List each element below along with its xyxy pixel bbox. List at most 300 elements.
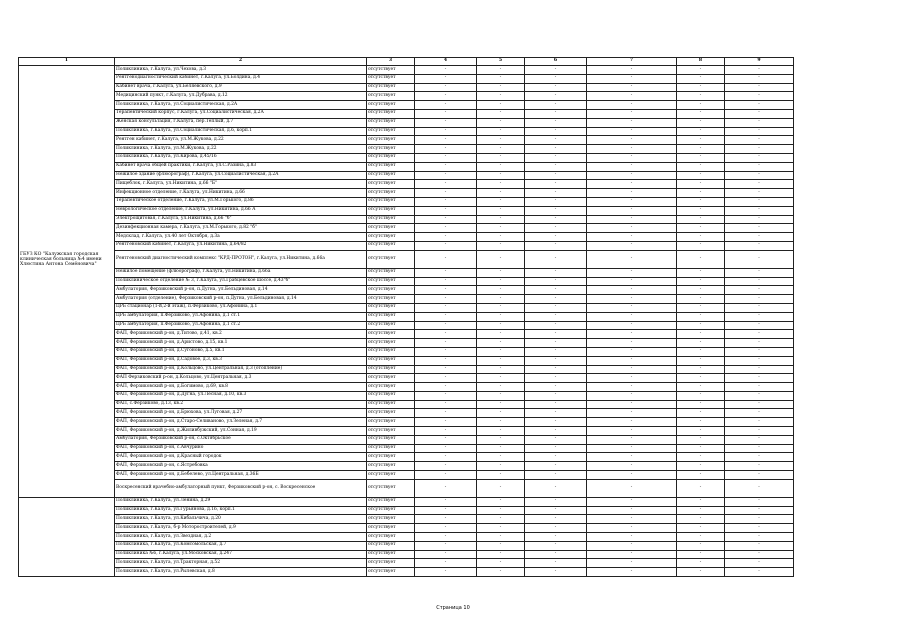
dash-cell: - xyxy=(677,180,725,189)
dash-cell: - xyxy=(587,479,677,497)
dash-cell: - xyxy=(725,383,794,392)
dash-cell: - xyxy=(725,400,794,409)
dash-cell: - xyxy=(725,321,794,330)
dash-cell: - xyxy=(477,479,525,497)
dash-cell: - xyxy=(415,101,477,110)
dash-cell: - xyxy=(725,268,794,277)
facility-name: ФАП, Ферзиковский р-он, д.Жиливбужский, ул.Сонная, д.19 xyxy=(115,427,367,436)
org-cell xyxy=(19,197,115,206)
dash-cell: - xyxy=(677,524,725,533)
dash-cell: - xyxy=(587,197,677,206)
org-cell xyxy=(19,66,115,75)
dash-cell: - xyxy=(477,568,525,577)
dash-cell: - xyxy=(725,444,794,453)
table-row xyxy=(19,374,794,383)
org-cell xyxy=(19,524,115,533)
dash-cell: - xyxy=(587,339,677,348)
dash-cell: - xyxy=(587,206,677,215)
status-cell: отсутствует xyxy=(367,145,415,154)
dash-cell: - xyxy=(525,435,587,444)
dash-cell: - xyxy=(477,233,525,242)
dash-cell: - xyxy=(525,471,587,480)
column-header: 1 xyxy=(19,58,115,66)
status-cell: отсутствует xyxy=(367,409,415,418)
table-row xyxy=(19,471,794,480)
dash-cell: - xyxy=(525,356,587,365)
dash-cell: - xyxy=(725,550,794,559)
dash-cell: - xyxy=(725,189,794,198)
org-cell xyxy=(19,321,115,330)
dash-cell: - xyxy=(725,409,794,418)
status-cell: отсутствует xyxy=(367,339,415,348)
facility-name: Нежилое помещение (флюорограф), г.Калуга, ул.Никитина, д.66а xyxy=(115,268,367,277)
dash-cell: - xyxy=(415,197,477,206)
dash-cell: - xyxy=(677,303,725,312)
dash-cell: - xyxy=(415,453,477,462)
dash-cell: - xyxy=(725,524,794,533)
dash-cell: - xyxy=(677,83,725,92)
dash-cell: - xyxy=(477,109,525,118)
org-cell xyxy=(19,339,115,348)
dash-cell: - xyxy=(525,330,587,339)
dash-cell: - xyxy=(415,356,477,365)
facility-name: Амбулатория, Ферзиковский р-он, п.Дугна, ул.Бельдиновая, д.14 xyxy=(115,286,367,295)
status-cell: отсутствует xyxy=(367,286,415,295)
dash-cell: - xyxy=(725,286,794,295)
table-row xyxy=(19,180,794,189)
dash-cell: - xyxy=(587,409,677,418)
dash-cell: - xyxy=(525,162,587,171)
org-cell xyxy=(19,550,115,559)
dash-cell: - xyxy=(525,479,587,497)
dash-cell: - xyxy=(415,136,477,145)
page-number: Страница 10 xyxy=(436,605,470,611)
dash-cell: - xyxy=(587,427,677,436)
table-row xyxy=(19,109,794,118)
dash-cell: - xyxy=(725,153,794,162)
dash-cell: - xyxy=(677,153,725,162)
dash-cell: - xyxy=(477,374,525,383)
table-row xyxy=(19,268,794,277)
dash-cell: - xyxy=(415,286,477,295)
dash-cell: - xyxy=(725,250,794,268)
status-cell: отсутствует xyxy=(367,127,415,136)
facility-name: ФАП Ферзиковский р-он, д.Кольцово, ул.Центральная, д.3 xyxy=(115,374,367,383)
dash-cell: - xyxy=(587,277,677,286)
dash-cell: - xyxy=(415,153,477,162)
dash-cell: - xyxy=(677,101,725,110)
status-cell: отсутствует xyxy=(367,524,415,533)
org-cell xyxy=(19,145,115,154)
table-row xyxy=(19,506,794,515)
status-cell: отсутствует xyxy=(367,171,415,180)
status-cell: отсутствует xyxy=(367,427,415,436)
dash-cell: - xyxy=(587,471,677,480)
status-cell: отсутствует xyxy=(367,391,415,400)
dash-cell: - xyxy=(415,127,477,136)
dash-cell: - xyxy=(477,524,525,533)
table-row xyxy=(19,162,794,171)
org-cell xyxy=(19,215,115,224)
org-cell xyxy=(19,559,115,568)
dash-cell: - xyxy=(477,391,525,400)
dash-cell: - xyxy=(677,400,725,409)
dash-cell: - xyxy=(587,145,677,154)
org-cell xyxy=(19,312,115,321)
dash-cell: - xyxy=(725,303,794,312)
dash-cell: - xyxy=(415,506,477,515)
dash-cell: - xyxy=(477,356,525,365)
facility-name: ФАП, Ферзиковский р-он, с.Ястребовка xyxy=(115,462,367,471)
org-cell xyxy=(19,356,115,365)
facility-name: Поликлиника, г.Калуга, ул.Чехова, д.3 xyxy=(115,66,367,75)
facility-name: Рентген кабинет, г.Калуга, ул.М.Жукова, д.22 xyxy=(115,136,367,145)
dash-cell: - xyxy=(415,233,477,242)
dash-cell: - xyxy=(477,189,525,198)
table-row xyxy=(19,171,794,180)
table-row xyxy=(19,206,794,215)
facility-name: Рентгеновский диагностический комплекс "КРД-ПРОТОН", г.Калуга, ул.Никитина, д.66а xyxy=(115,250,367,268)
table-row xyxy=(19,383,794,392)
dash-cell: - xyxy=(525,74,587,83)
dash-cell: - xyxy=(677,162,725,171)
dash-cell: - xyxy=(477,295,525,304)
dash-cell: - xyxy=(415,92,477,101)
dash-cell: - xyxy=(525,295,587,304)
dash-cell: - xyxy=(525,321,587,330)
dash-cell: - xyxy=(525,224,587,233)
table-row xyxy=(19,197,794,206)
dash-cell: - xyxy=(415,471,477,480)
status-cell: отсутствует xyxy=(367,462,415,471)
table-row xyxy=(19,189,794,198)
dash-cell: - xyxy=(587,312,677,321)
status-cell: отсутствует xyxy=(367,383,415,392)
org-cell xyxy=(19,435,115,444)
dash-cell: - xyxy=(725,215,794,224)
dash-cell: - xyxy=(477,497,525,506)
status-cell: отсутствует xyxy=(367,83,415,92)
table-row xyxy=(19,250,794,268)
dash-cell: - xyxy=(525,153,587,162)
dash-cell: - xyxy=(525,145,587,154)
facility-name: Кабинет врача общей практики, г.Калуга, ул.С.Разина, д.83 xyxy=(115,162,367,171)
dash-cell: - xyxy=(415,427,477,436)
dash-cell: - xyxy=(677,295,725,304)
dash-cell: - xyxy=(415,383,477,392)
table-row xyxy=(19,286,794,295)
dash-cell: - xyxy=(725,127,794,136)
org-cell xyxy=(19,92,115,101)
facility-name: ФАП, Ферзиковский р-он, с.Авчурино xyxy=(115,444,367,453)
dash-cell: - xyxy=(677,339,725,348)
dash-cell: - xyxy=(415,400,477,409)
dash-cell: - xyxy=(587,374,677,383)
facility-name: Медсклад, г.Калуга, ул.40 лет Октября, д.3а xyxy=(115,233,367,242)
dash-cell: - xyxy=(525,409,587,418)
dash-cell: - xyxy=(725,171,794,180)
dash-cell: - xyxy=(415,83,477,92)
table-row xyxy=(19,83,794,92)
status-cell: отсутствует xyxy=(367,356,415,365)
table-row xyxy=(19,312,794,321)
dash-cell: - xyxy=(525,250,587,268)
dash-cell: - xyxy=(477,559,525,568)
dash-cell: - xyxy=(477,66,525,75)
org-cell xyxy=(19,241,115,250)
org-cell xyxy=(19,383,115,392)
facility-name: ФАП, Ферзиковский р-он, д.Дугна, ул.Лесная, д.10, кв.3 xyxy=(115,391,367,400)
dash-cell: - xyxy=(525,109,587,118)
table-row xyxy=(19,524,794,533)
dash-cell: - xyxy=(725,462,794,471)
facility-name: Поликлиника, г.Калуга, ул.Кибальчича, д.20 xyxy=(115,515,367,524)
dash-cell: - xyxy=(677,453,725,462)
dash-cell: - xyxy=(587,435,677,444)
status-cell: отсутствует xyxy=(367,559,415,568)
table-row xyxy=(19,118,794,127)
dash-cell: - xyxy=(677,462,725,471)
dash-cell: - xyxy=(677,118,725,127)
table-row xyxy=(19,277,794,286)
dash-cell: - xyxy=(525,533,587,542)
facility-name: Нежилое здание (флюорограф), г.Калуга, ул.Социалистическая, д.2А xyxy=(115,171,367,180)
facility-name: Пищеблок, г.Калуга, ул.Никитина, д.66 "Б" xyxy=(115,180,367,189)
dash-cell: - xyxy=(725,568,794,577)
dash-cell: - xyxy=(587,497,677,506)
dash-cell: - xyxy=(477,286,525,295)
dash-cell: - xyxy=(525,497,587,506)
dash-cell: - xyxy=(725,233,794,242)
dash-cell: - xyxy=(677,568,725,577)
dash-cell: - xyxy=(415,312,477,321)
dash-cell: - xyxy=(415,462,477,471)
dash-cell: - xyxy=(415,109,477,118)
dash-cell: - xyxy=(587,533,677,542)
dash-cell: - xyxy=(587,524,677,533)
status-cell: отсутствует xyxy=(367,180,415,189)
dash-cell: - xyxy=(725,479,794,497)
org-cell xyxy=(19,224,115,233)
org-cell xyxy=(19,418,115,427)
dash-cell: - xyxy=(725,391,794,400)
table-row xyxy=(19,101,794,110)
table-row xyxy=(19,74,794,83)
status-cell: отсутствует xyxy=(367,250,415,268)
dash-cell: - xyxy=(725,118,794,127)
table-row xyxy=(19,127,794,136)
dash-cell: - xyxy=(477,118,525,127)
status-cell: отсутствует xyxy=(367,568,415,577)
dash-cell: - xyxy=(587,295,677,304)
facility-name: ФАП, Ферзиковский р-он, д.Брюхова, ул.Луговая, д.27 xyxy=(115,409,367,418)
status-cell: отсутствует xyxy=(367,295,415,304)
dash-cell: - xyxy=(725,162,794,171)
table-row xyxy=(19,66,794,75)
dash-cell: - xyxy=(525,286,587,295)
table-row xyxy=(19,479,794,497)
dash-cell: - xyxy=(477,435,525,444)
facility-name: Медицинский пункт, г.Калуга, ул.Дубрава, д.12 xyxy=(115,92,367,101)
table-row xyxy=(19,153,794,162)
dash-cell: - xyxy=(477,153,525,162)
dash-cell: - xyxy=(415,533,477,542)
org-cell xyxy=(19,515,115,524)
dash-cell: - xyxy=(725,224,794,233)
dash-cell: - xyxy=(525,339,587,348)
dash-cell: - xyxy=(415,479,477,497)
dash-cell: - xyxy=(725,277,794,286)
table-row xyxy=(19,559,794,568)
dash-cell: - xyxy=(677,506,725,515)
dash-cell: - xyxy=(525,92,587,101)
dash-cell: - xyxy=(415,568,477,577)
status-cell: отсутствует xyxy=(367,400,415,409)
dash-cell: - xyxy=(415,435,477,444)
dash-cell: - xyxy=(725,497,794,506)
dash-cell: - xyxy=(725,515,794,524)
dash-cell: - xyxy=(525,118,587,127)
table-row xyxy=(19,400,794,409)
status-cell: отсутствует xyxy=(367,224,415,233)
dash-cell: - xyxy=(525,568,587,577)
dash-cell: - xyxy=(677,224,725,233)
data-table xyxy=(18,57,794,577)
org-cell xyxy=(19,295,115,304)
table-row xyxy=(19,453,794,462)
dash-cell: - xyxy=(725,101,794,110)
dash-cell: - xyxy=(477,347,525,356)
dash-cell: - xyxy=(677,471,725,480)
status-cell: отсутствует xyxy=(367,215,415,224)
dash-cell: - xyxy=(477,453,525,462)
dash-cell: - xyxy=(525,189,587,198)
dash-cell: - xyxy=(525,462,587,471)
dash-cell: - xyxy=(677,145,725,154)
status-cell: отсутствует xyxy=(367,330,415,339)
facility-name: Инфекционное отделение, г.Калуга, ул.Никитина, д.66 xyxy=(115,189,367,198)
facility-name: Поликлиника, г.Калуга, ул.Рылевская, д.8 xyxy=(115,568,367,577)
dash-cell: - xyxy=(677,277,725,286)
dash-cell: - xyxy=(587,418,677,427)
dash-cell: - xyxy=(415,145,477,154)
table-row xyxy=(19,241,794,250)
facility-name: Поликлиника, г.Калуга, ул.Гурьянова, д.16, корп.1 xyxy=(115,506,367,515)
dash-cell: - xyxy=(587,400,677,409)
table-row xyxy=(19,568,794,577)
dash-cell: - xyxy=(725,506,794,515)
facility-name: Поликлиника, г.Калуга, ул.Тракторная, д.52 xyxy=(115,559,367,568)
dash-cell: - xyxy=(725,347,794,356)
dash-cell: - xyxy=(415,206,477,215)
dash-cell: - xyxy=(587,180,677,189)
dash-cell: - xyxy=(587,383,677,392)
org-cell xyxy=(19,330,115,339)
dash-cell: - xyxy=(477,74,525,83)
dash-cell: - xyxy=(587,347,677,356)
status-cell: отсутствует xyxy=(367,533,415,542)
table-row xyxy=(19,224,794,233)
org-cell: ГБУЗ КО "Калужская городская клиническая больница №4 имени Хлюстина Антона Семёновича" xyxy=(19,250,115,268)
dash-cell: - xyxy=(477,241,525,250)
dash-cell: - xyxy=(587,541,677,550)
dash-cell: - xyxy=(677,286,725,295)
dash-cell: - xyxy=(415,250,477,268)
dash-cell: - xyxy=(415,497,477,506)
dash-cell: - xyxy=(415,409,477,418)
dash-cell: - xyxy=(477,462,525,471)
dash-cell: - xyxy=(587,83,677,92)
status-cell: отсутствует xyxy=(367,471,415,480)
dash-cell: - xyxy=(525,303,587,312)
dash-cell: - xyxy=(725,365,794,374)
dash-cell: - xyxy=(587,250,677,268)
dash-cell: - xyxy=(415,268,477,277)
org-cell xyxy=(19,506,115,515)
table-row xyxy=(19,92,794,101)
dash-cell: - xyxy=(677,409,725,418)
dash-cell: - xyxy=(415,391,477,400)
table-row xyxy=(19,365,794,374)
dash-cell: - xyxy=(725,312,794,321)
dash-cell: - xyxy=(415,171,477,180)
dash-cell: - xyxy=(725,453,794,462)
facility-name: ЦРБ амбулатория, п.Ферзиково, ул.Афонина, д.1 ст.1 xyxy=(115,312,367,321)
dash-cell: - xyxy=(587,215,677,224)
dash-cell: - xyxy=(677,189,725,198)
facility-name: Поликлиника, г.Калуга, ул.Кирова, д.45/16 xyxy=(115,153,367,162)
facility-name: ФАП, Ферзиковский р-он, д.Кольцово, ул.Центральная, д.3 (отопление) xyxy=(115,365,367,374)
status-cell: отсутствует xyxy=(367,189,415,198)
dash-cell: - xyxy=(477,303,525,312)
org-cell xyxy=(19,471,115,480)
dash-cell: - xyxy=(587,303,677,312)
dash-cell: - xyxy=(677,92,725,101)
org-cell xyxy=(19,568,115,577)
dash-cell: - xyxy=(415,559,477,568)
dash-cell: - xyxy=(477,330,525,339)
column-header: 6 xyxy=(525,58,587,66)
facility-name: Поликлиника, г.Калуга, ул.М.Жукова, д.22 xyxy=(115,145,367,154)
facility-name: ФАП, Ферзиковский р-он, д.Старо-Селиваново, ул.Зеленая, д.7 xyxy=(115,418,367,427)
facility-name: ФАП, Ферзиковский р-он, д.Аристово, д.15, кв.1 xyxy=(115,339,367,348)
dash-cell: - xyxy=(677,559,725,568)
dash-cell: - xyxy=(415,418,477,427)
facility-name: Поликлиника, г.Калуга, ул.Ленина, д.29 xyxy=(115,497,367,506)
facility-name: Электрощитовая, г.Калуга, ул.Никитина, д.66 "б" xyxy=(115,215,367,224)
status-cell: отсутствует xyxy=(367,303,415,312)
dash-cell: - xyxy=(677,215,725,224)
dash-cell: - xyxy=(587,233,677,242)
dash-cell: - xyxy=(677,206,725,215)
dash-cell: - xyxy=(525,180,587,189)
dash-cell: - xyxy=(677,497,725,506)
org-cell xyxy=(19,189,115,198)
dash-cell: - xyxy=(525,136,587,145)
status-cell: отсутствует xyxy=(367,118,415,127)
dash-cell: - xyxy=(587,444,677,453)
facility-name: Поликлиника, г.Калуга, ул.Социалистическая, д.2А xyxy=(115,101,367,110)
dash-cell: - xyxy=(677,171,725,180)
status-cell: отсутствует xyxy=(367,515,415,524)
dash-cell: - xyxy=(477,92,525,101)
dash-cell: - xyxy=(587,74,677,83)
dash-cell: - xyxy=(525,197,587,206)
status-cell: отсутствует xyxy=(367,66,415,75)
table-row xyxy=(19,409,794,418)
org-cell xyxy=(19,286,115,295)
dash-cell: - xyxy=(477,515,525,524)
